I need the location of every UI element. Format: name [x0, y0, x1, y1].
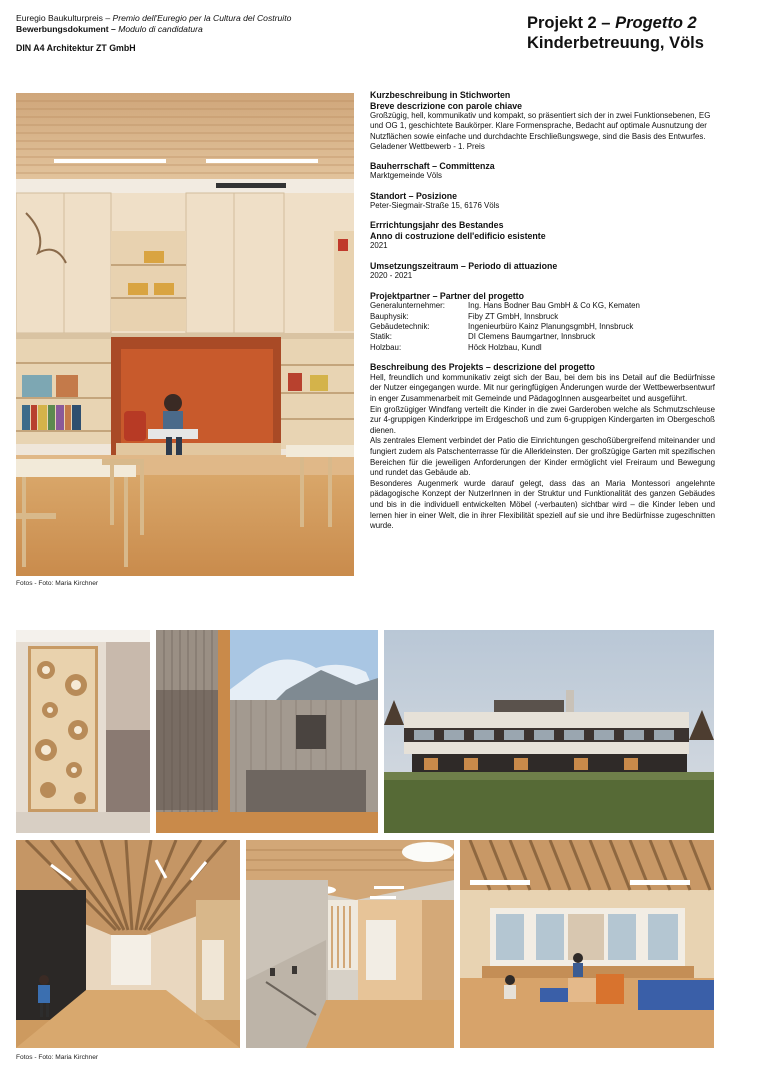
- period-title: Umsetzungszeitraum – Periodo di attuazione: [370, 260, 558, 271]
- short-title-de: Kurzbeschreibung in Stichworten: [370, 90, 511, 100]
- partners-title: Projektpartner – Partner del progetto: [370, 290, 524, 301]
- partner-row: Holzbau: Höck Holzbau, Kundl: [370, 342, 542, 352]
- short-title-it: Breve descrizione con parole chiave: [370, 100, 523, 111]
- photo-credit-bottom: Fotos - Foto: Maria Kirchner: [16, 1054, 99, 1061]
- period-text: 2020 - 2021: [370, 271, 413, 281]
- main-photo-interior: [16, 93, 354, 576]
- photo-exterior-garden: [384, 630, 714, 833]
- photo-movement-room: [460, 840, 714, 1048]
- partner-row: Generalunternehmer: Ing. Hans Bodner Bau GmbH & Co KG, Kematen: [370, 301, 640, 311]
- header-line-2: Bewerbungsdokument – Modulo di candidatura: [16, 24, 203, 34]
- text-column: [370, 90, 715, 532]
- client-title: Bauherrschaft – Committenza: [370, 160, 495, 171]
- client-text: Marktgemeinde Völs: [370, 171, 442, 181]
- description-p1: Hell, freundlich und kommunikativ zeigt sich der Bau, bei dem bis ins Detail auf die Bedürfnisse der Nutzer eingegangen wurde. Mit nur geringfügigen Änderungen wurde der Wettbewerbsentwurf in enger Zusammenarbeit mit Gemeinde und PädagogInnen ausgearbeitet und ausgeführt.: [370, 372, 715, 403]
- section-client: [370, 161, 715, 182]
- project-title: Projekt 2 – Progetto 2 Kinderbetreuung, Völs: [527, 13, 757, 53]
- photo-ornamental-screen: [16, 630, 150, 833]
- section-year: [370, 220, 715, 251]
- section-partners: [370, 291, 715, 354]
- photo-credit-top: Fotos - Foto: Maria Kirchner: [16, 580, 99, 587]
- location-text: Peter-Siegmair-Straße 15, 6176 Völs: [370, 201, 500, 211]
- section-period: [370, 261, 715, 282]
- section-short-description: [370, 90, 715, 153]
- section-location: [370, 191, 715, 212]
- location-title: Standort – Posizione: [370, 190, 458, 201]
- year-text: 2021: [370, 241, 388, 251]
- partner-row: Statik: DI Clemens Baumgartner, Innsbruck: [370, 332, 596, 342]
- description-p2: Ein großzügiger Windfang verteilt die Kinder in die zwei Garderoben welche als Schmutzschleuse zur 4-gruppigen Kinderkrippe im Erdgeschoß und zum 6-gruppigen Kindergarten im Obergeschoß dienen.: [370, 404, 715, 435]
- author-name: DIN A4 Architektur ZT GmbH: [16, 43, 136, 53]
- photo-patio-facade: [156, 630, 378, 833]
- partner-row: Gebäudetechnik: Ingenieurbüro Kainz PlanungsgmbH, Innsbruck: [370, 322, 634, 332]
- short-text: Großzügig, hell, kommunikativ und kompakt, so präsentiert sich der in zwei Funktionsebenen, EG und OG 1, geschichtete Baukörper. Klare Formensprache, Bedacht auf optimale Ausnutzung der Nutzflächen sowie einfache und durchdachte Erschließungswege, sind die Basis des Entwurfes. Geladener Wettbewerb - 1. Preis: [370, 111, 711, 152]
- year-title-it: Anno di costruzione dell'edificio esistente: [370, 230, 546, 241]
- description-title: Beschreibung des Projekts – descrizione del progetto: [370, 362, 595, 373]
- partners-table: [370, 301, 640, 353]
- partner-row: Bauphysik: Fiby ZT GmbH, Innsbruck: [370, 311, 559, 321]
- project-name: Kinderbetreuung, Völs: [527, 34, 704, 52]
- header-left: [16, 13, 356, 54]
- photo-corridor: [16, 840, 240, 1048]
- description-p3: Als zentrales Element verbindet der Patio die Einrichtungen geschoßübergreifend miteinander und fungiert zudem als Patschenterrasse für die Allerkleinsten. Der großzügige Garten mit spezifischen Bereichen für die jeweiligen Anforderungen der Kinder ermöglicht viel Freiraum und Bewegung und rundet das Gebäude ab.: [370, 436, 715, 478]
- section-description: [370, 362, 715, 531]
- photo-staircase: [246, 840, 454, 1048]
- description-p4: Besonderes Augenmerk wurde darauf gelegt, dass das an Maria Montessori angelehnte pädagogische Konzept der NutzerInnen in der Struktur und Funktionalität des ganzen Gebäudes und bis in die individuell entwickelten Möbel (-verbauten) sichtbar wird – die Kinder leben und lernen hier in einer Welt, die in ihrer Flexibilität speziell auf sie und ihre Bedürfnisse zugeschnitten wurde.: [370, 478, 715, 531]
- header-line-1: Euregio Baukulturpreis – Premio dell'Euregio per la Cultura del Costruito: [16, 13, 292, 23]
- year-title-de: Errrichtungsjahr des Bestandes: [370, 220, 504, 231]
